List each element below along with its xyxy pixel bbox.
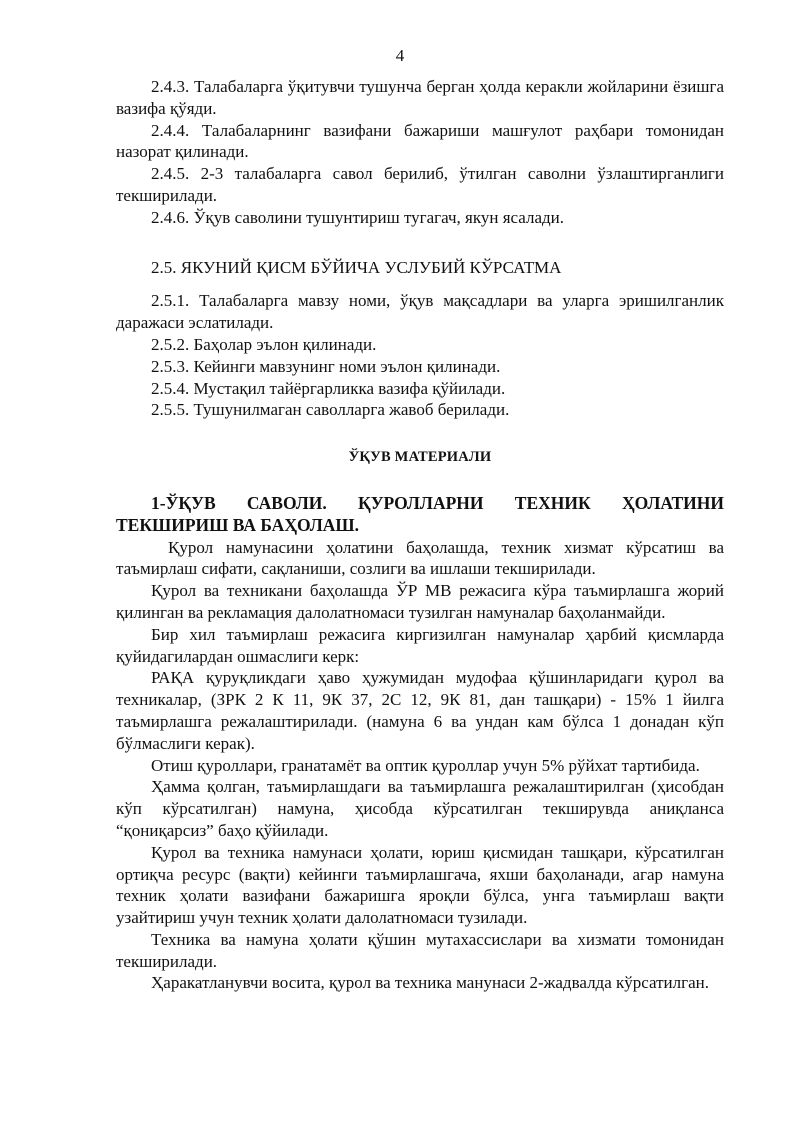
page-number: 4 (395, 46, 405, 65)
document-body (116, 76, 724, 994)
body-paragraph: Ҳамма қолган, таъмирлашдаги ва таъмирлашга режалаштирилган (ҳисобдан кўп кўрсатилган) намуна, ҳисобда кўрсатилган текширувда аниқланса “қониқарсиз” баҳо қўйилади. (116, 777, 724, 840)
body-paragraph: Қурол намунасини ҳолатини баҳолашда, техник хизмат кўрсатиш ва таъмирлаш сифати, сақланиши, созлиги ва ишлаши текширилади. (116, 537, 724, 579)
section-heading-2-5: 2.5. ЯКУНИЙ ҚИСМ БЎЙИЧА УСЛУБИЙ КЎРСАТМА (151, 257, 562, 277)
paragraph-2-4-6: 2.4.6. Ўқув саволини тушунтириш тугагач, якун ясалади. (151, 207, 565, 227)
body-paragraph: Бир хил таъмирлаш режасига киргизилган намуналар ҳарбий қисмларда қуйидагилардан ошмаслиги керк: (116, 624, 724, 666)
paragraph-2-5-1: 2.5.1. Талабаларга мавзу номи, ўқув мақсадлари ва уларга эришилганлик даражаси эслатилади. (116, 291, 724, 333)
paragraph-2-5-5: 2.5.5. Тушунилмаган саволларга жавоб берилади. (151, 400, 510, 420)
paragraph-2-5-4: 2.5.4. Мустақил тайёргарликка вазифа қўйилади. (151, 378, 506, 398)
material-title: ЎҚУВ МАТЕРИАЛИ (348, 449, 492, 466)
body-paragraph: Қурол ва техникани баҳолашда ЎР МВ режасига кўра таъмирлашга жорий қилинган ва рекламация далолатномаси тузилган намуналар баҳоланмайди. (116, 581, 724, 622)
body-paragraph: Ҳаракатланувчи восита, қурол ва техника манунаси 2-жадвалда кўрсатилган. (151, 973, 709, 993)
paragraph-2-5-2: 2.5.2. Баҳолар эълон қилинади. (151, 334, 377, 354)
paragraph-2-4-3: 2.4.3. Талабаларга ўқитувчи тушунча берган ҳолда керакли жойларини ёзишга вазифа қўяди. (116, 77, 724, 118)
paragraph-2-4-5: 2.4.5. 2-3 талабаларга савол берилиб, ўтилган саволни ўзлаштирганлиги текширилади. (116, 164, 724, 205)
paragraph-2-4-4: 2.4.4. Талабаларнинг вазифани бажариши машғулот раҳбари томонидан назорат қилинади. (116, 120, 724, 162)
body-paragraph: РАҚА қуруқликдаги ҳаво ҳужумидан мудофаа қўшинларидаги қурол ва техникалар, (ЗРК 2 К 11, 9К 37, 2С 12, 9К 81, дан ташқари) - 15% 1 йилга таъмирлашга режалаштирилади. (намуна 6 ва ундан кам бўлса 1 донадан кўп бўлмаслиги керак). (116, 668, 724, 753)
question-title: 1-ЎҚУВ САВОЛИ. ҚУРОЛЛАРНИ ТЕХНИК ҲОЛАТИНИ ТЕКШИРИШ ВА БАҲОЛАШ. (116, 492, 724, 535)
body-paragraph: Қурол ва техника намунаси ҳолати, юриш қисмидан ташқари, кўрсатилган ортиқча ресурс (вақти) кейинги таъмирлашгача, яхши баҳоланади, агар намуна техник ҳолати вазифани бажаришга яроқли бўлса, унга таъмирлаш вақти узайтириш учун техник ҳолати далолатномаси тузилади. (116, 842, 724, 928)
body-paragraph: Техника ва намуна ҳолати қўшин мутахассислари ва хизмати томонидан текширилади. (116, 929, 724, 971)
paragraph-2-5-3: 2.5.3. Кейинги мавзунинг номи эълон қилинади. (151, 356, 501, 376)
body-paragraph: Отиш қуроллари, гранатамёт ва оптик қуроллар учун 5% рўйхат тартибида. (151, 755, 700, 775)
